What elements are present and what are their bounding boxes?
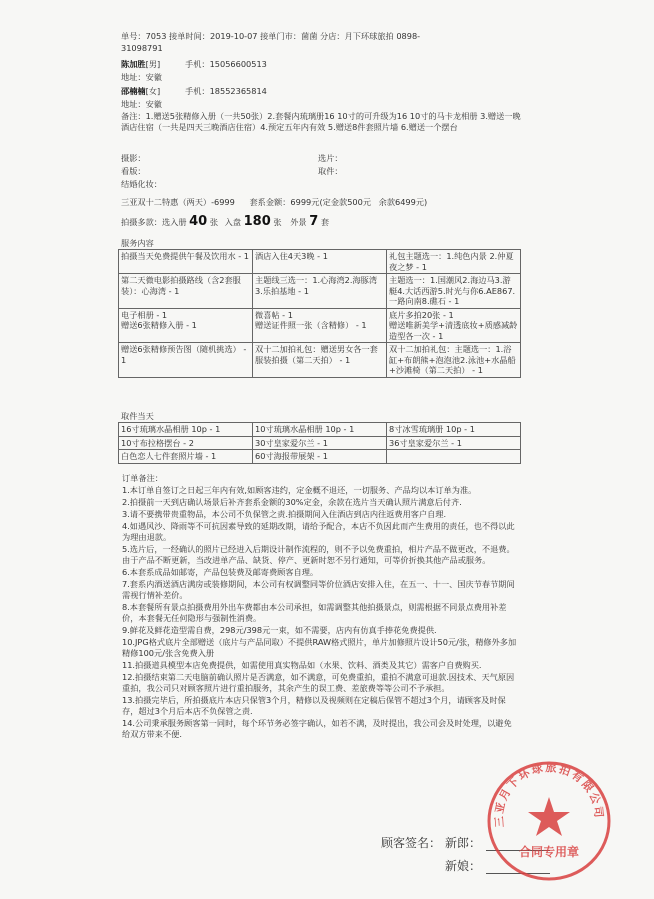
bride-phone: 手机：18552365814 bbox=[185, 86, 267, 96]
service-section-title: 服务内容 bbox=[121, 238, 154, 248]
groom-block bbox=[121, 59, 160, 70]
bride-block bbox=[121, 86, 160, 97]
makeup-field: 结婚化妆： bbox=[121, 179, 162, 189]
groom-signature-label: 新郎： bbox=[445, 836, 482, 850]
outfit-count: 7 bbox=[309, 214, 319, 229]
pickup-cell: 60寸海报带展架 - 1 bbox=[253, 450, 387, 464]
bride-gender: [女] bbox=[145, 86, 161, 96]
pickup-table bbox=[118, 422, 521, 464]
service-cell: 赠送6张精修预告图（随机挑选） - 1 bbox=[119, 343, 253, 378]
pickup-field: 取件： bbox=[318, 166, 343, 176]
seal-stamp-icon bbox=[489, 760, 609, 879]
table-row bbox=[119, 436, 521, 450]
terms-title: 订单备注： bbox=[122, 473, 163, 483]
service-cell: 拍摄当天免费提供午餐及饮用水 - 1 bbox=[119, 250, 253, 274]
pickup-cell: 10寸琉璃水晶相册 10p - 1 bbox=[253, 423, 387, 437]
disk-count: 180 bbox=[243, 214, 271, 229]
terms-item: 12.拍摄结束第二天电脑前确认照片是否满意，如不满意，可免费重拍，重拍不满意可退款.因技术、天气原因重拍，我公司只对顾客照片进行重拍服务，其余产生的误工费、差旅费等等公司不予承担。 bbox=[122, 672, 515, 693]
bride-name: 邵楠楠 bbox=[121, 86, 146, 96]
service-cell: 第二天微电影拍摄路线（含2套服装）：心海湾 - 1 bbox=[119, 274, 253, 309]
pickup-cell bbox=[387, 450, 521, 464]
seal-label: 合同专用章 bbox=[518, 845, 580, 859]
terms-item: 8.本套餐所有景点拍摄费用外出车费都由本公司承担，如需调整其他拍摄景点，则需根据不同景点费用补差价，本套餐无任何隐形与强制性消费。 bbox=[122, 602, 507, 623]
terms-item: 1.本订单自签订之日起三年内有效,如顾客违约，定金概不退还，一切服务、产品均以本订单为准。 bbox=[122, 485, 477, 495]
outfit-label: 外景 bbox=[290, 217, 307, 227]
pickup-cell: 30寸皇家爱尔兰 - 1 bbox=[253, 436, 387, 450]
table-row bbox=[119, 343, 521, 378]
package-name: 三亚双十二特惠（两天）-6999 bbox=[121, 197, 235, 207]
order-notes: 备注：1.赠送5张精修入册（一共50张）2.套餐内琉璃册16 10寸的可升级为16 10寸的马卡龙相册 3.赠送一晚酒店住宿（一共是四天三晚酒店住宿）4.预定五年内有效 5.赠送8件套照片墙 6.赠送一个摆台 bbox=[121, 111, 521, 132]
service-cell: 主题选一：1.国潮风2.海边马3.游艇4.大话西游5.时光与你6.AE867.一路向南8.礁石 - 1 bbox=[387, 274, 521, 309]
service-cell: 主题线三选一：1.心海湾2.海豚湾3.乐拍基地 - 1 bbox=[253, 274, 387, 309]
photo-count-label: 拍摄多款：选入册 bbox=[121, 217, 187, 227]
seal-company-text: 三亚月下环球旅拍有限公司 bbox=[492, 761, 606, 828]
album-count: 40 bbox=[189, 214, 208, 229]
groom-gender: [男] bbox=[145, 59, 161, 69]
table-row bbox=[119, 250, 521, 274]
pickup-section-title: 取件当天 bbox=[121, 411, 154, 421]
table-row bbox=[119, 450, 521, 464]
terms-item: 2.拍摄前一天到店确认场景后补齐套系金额的30%定金，余款在选片当天确认照片满意后付齐. bbox=[122, 497, 462, 507]
service-cell bbox=[253, 308, 387, 343]
package-amount: 套系金额：6999元 bbox=[249, 197, 320, 207]
selection-field: 选片： bbox=[318, 153, 343, 163]
order-info-line: 单号：7053 接单时间：2019-10-07 接单门市：菌菌 分店：月下环球旅拍 0898- bbox=[121, 31, 421, 41]
terms-item: 14.公司秉承服务顾客第一同时，每个环节务必签字确认，如若不满，及时提出，我公司会及时处理，以避免给双方带来不便. bbox=[122, 718, 512, 739]
bride-signature-label: 新娘： bbox=[445, 859, 482, 873]
order-info-line2: 31098791 bbox=[121, 43, 163, 53]
disk-unit: 张 bbox=[273, 217, 282, 227]
service-cell: 双十二加拍礼包：主题选一：1.浴缸+布朗熊+泡泡池2.泳池+水晶船+沙滩椅（第二天拍） - 1 bbox=[387, 343, 521, 378]
service-table bbox=[118, 249, 521, 378]
bride-address: 地址：安徽 bbox=[121, 99, 162, 109]
pickup-cell: 8寸冰雪琉璃册 10p - 1 bbox=[387, 423, 521, 437]
package-deposit: (定金款500元 bbox=[319, 197, 372, 207]
table-row bbox=[119, 274, 521, 309]
table-row bbox=[119, 308, 521, 343]
terms-item: 5.选片后，一经确认的照片已经进入后期设计制作流程的，则不予以免费重拍，相片产品不做更改，不退费。由于产品不断更新，当改进单产品、缺货、停产、更新时恕不另行通知，可等价折换其他产品或服务。 bbox=[122, 544, 515, 565]
terms-item: 13.拍摄完毕后，所拍摄底片本店只保管3个月，精修以及视频则在定稿后保管不超过3个月，请顾客及时保存，超过3个月后本店不负保管之责. bbox=[122, 695, 506, 716]
outfit-unit: 套 bbox=[320, 217, 330, 227]
disk-label: 入盘 bbox=[224, 217, 242, 227]
service-item: 电子相册 - 1 bbox=[121, 309, 168, 320]
terms-item: 4.如遇风沙、降雨等不可抗因素导致的延期改期，请给予配合，本店不负因此而产生费用的责任，也不得以此为理由退款。 bbox=[122, 521, 515, 542]
pickup-cell: 白色恋人七件套照片墙 - 1 bbox=[119, 450, 253, 464]
service-cell: 双十二加拍礼包：赠送男女各一套服装拍摄（第二天拍） - 1 bbox=[253, 343, 387, 378]
package-line bbox=[121, 197, 427, 208]
pickup-cell: 36寸皇家爱尔兰 - 1 bbox=[387, 436, 521, 450]
service-item: 赠送唯新美学+清透底妆+质感减龄造型各一次 - 1 bbox=[389, 320, 518, 341]
table-row bbox=[119, 423, 521, 437]
service-item: 赠送证件照一张（含精修） - 1 bbox=[255, 320, 367, 330]
photo-count-line bbox=[121, 214, 329, 230]
viewing-field: 看版： bbox=[121, 166, 146, 176]
album-unit: 张 bbox=[209, 217, 219, 227]
service-item: 微喜帖 - 1 bbox=[255, 309, 293, 320]
groom-address: 地址：安徽 bbox=[121, 72, 162, 82]
terms-item: 3.请不要携带贵重物品，本公司不负保管之责.拍摄期间入住酒店到店内往返费用客户自理. bbox=[122, 509, 447, 519]
service-cell bbox=[119, 308, 253, 343]
order-terms bbox=[122, 473, 519, 741]
groom-phone: 手机：15056600513 bbox=[185, 59, 267, 69]
pickup-cell: 16寸琉璃水晶相册 10p - 1 bbox=[119, 423, 253, 437]
terms-item: 10.JPG格式底片全部赠送（底片与产品同取）不提供RAW格式照片，单片加修照片设计50元/张，精修外多加精修100元/张含免费入册 bbox=[122, 637, 517, 658]
terms-item: 11.拍摄道具模型本店免费提供，如需使用真实物品如（水果、饮料、酒类及其它）需客户自费购买. bbox=[122, 660, 482, 670]
customer-signature-label: 顾客签名： bbox=[381, 836, 442, 850]
pickup-cell: 10寸布拉格摆台 - 2 bbox=[119, 436, 253, 450]
groom-name: 陈加胜 bbox=[121, 59, 146, 69]
service-cell: 酒店入住4天3晚 - 1 bbox=[253, 250, 387, 274]
terms-item: 7.套系内酒送酒店满房或装修期间，本公司有权调整同等价位酒店安排入住，在五一、十一、国庆节春节期间需视行情补差价。 bbox=[122, 579, 515, 600]
terms-item: 6.本套系成品如邮寄，产品包装费及邮寄费顾客自理。 bbox=[122, 567, 319, 577]
company-seal bbox=[482, 755, 616, 889]
photographer-field: 摄影： bbox=[121, 153, 146, 163]
service-item: 底片多拍20张 - 1 bbox=[389, 309, 454, 320]
package-balance: 余款6499元) bbox=[378, 197, 428, 207]
service-item: 赠送6张精修入册 - 1 bbox=[121, 320, 197, 330]
terms-item: 9.鲜花及鲜花造型需自费，298元/398元一束，如不需要，店内有仿真手捧花免费提供. bbox=[122, 625, 437, 635]
service-cell: 礼包主题选一：1.纯色内景 2.仲夏夜之梦 - 1 bbox=[387, 250, 521, 274]
service-cell bbox=[387, 308, 521, 343]
